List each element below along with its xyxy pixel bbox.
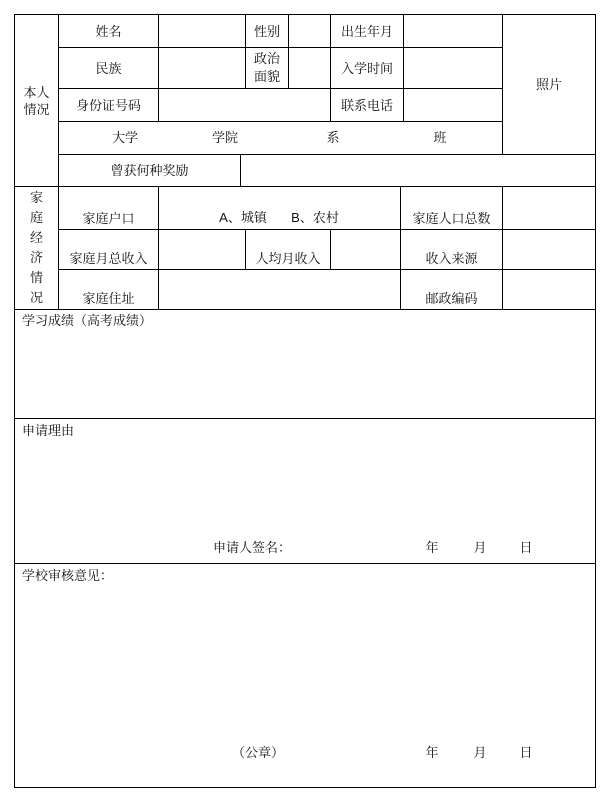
name-label-cell [58, 14, 159, 48]
enrollment-date-label-cell [330, 47, 404, 89]
id-number-field[interactable] [158, 88, 331, 122]
grades-section[interactable] [14, 309, 596, 419]
awards-label: 曾获何种奖励 [110, 163, 189, 178]
ethnicity-field[interactable] [158, 47, 246, 89]
awards-label-cell [58, 154, 241, 187]
birth-date-label-cell [330, 14, 404, 48]
college-label: 学院 [211, 130, 238, 145]
review-year-label: 年 [425, 745, 439, 760]
postcode-label: 邮政编码 [425, 291, 478, 306]
class-label: 班 [433, 130, 447, 145]
monthly-income-field[interactable] [158, 229, 246, 270]
per-capita-income-field[interactable] [330, 229, 401, 270]
address-field[interactable] [158, 269, 401, 310]
gender-label: 性别 [253, 23, 280, 39]
id-number-label: 身份证号码 [75, 97, 141, 113]
birth-date-label: 出生年月 [340, 23, 393, 39]
address-label: 家庭住址 [82, 291, 135, 306]
application-reason-section[interactable] [14, 418, 596, 564]
school-field-row[interactable] [58, 121, 503, 155]
household-size-label-cell [400, 186, 503, 230]
reason-year-label: 年 [425, 540, 439, 555]
hukou-label: 家庭户口 [82, 211, 135, 226]
gender-field[interactable] [288, 14, 331, 48]
household-size-field[interactable] [502, 186, 596, 230]
review-month-label: 月 [473, 745, 487, 760]
political-status-label: 政治面貌 [253, 51, 280, 84]
school-review-label: 学校审核意见： [22, 568, 114, 583]
postcode-field[interactable] [502, 269, 596, 310]
reason-month-label: 月 [473, 540, 487, 555]
enrollment-date-field[interactable] [403, 47, 503, 89]
reason-day-label: 日 [519, 540, 533, 555]
university-label: 大学 [111, 130, 138, 145]
income-source-label-cell [400, 229, 503, 270]
per-capita-income-label-cell [245, 229, 331, 270]
income-source-label: 收入来源 [425, 251, 478, 266]
grades-label: 学习成绩（高考成绩） [22, 313, 153, 328]
applicant-signature-label: 申请人签名： [213, 540, 292, 555]
family-section-label: 家庭经济情况 [29, 190, 43, 305]
personal-section-label-cell [14, 14, 59, 187]
photo-label: 照片 [535, 77, 562, 92]
enrollment-date-label: 入学时间 [340, 60, 393, 76]
review-day-label: 日 [519, 745, 533, 760]
official-seal-label: （公章） [232, 745, 285, 760]
application-reason-label: 申请理由 [22, 423, 75, 438]
political-status-label-cell [245, 47, 289, 89]
income-source-field[interactable] [502, 229, 596, 270]
personal-section-label: 本人情况 [23, 84, 50, 117]
per-capita-income-label: 人均月收入 [255, 251, 321, 266]
id-number-label-cell [58, 88, 159, 122]
name-field[interactable] [158, 14, 246, 48]
awards-field[interactable] [240, 154, 596, 187]
hukou-option-rural: B、农村 [291, 210, 339, 225]
department-label: 系 [326, 130, 340, 145]
family-section-label-cell [14, 186, 59, 310]
political-status-field[interactable] [288, 47, 331, 89]
name-label: 姓名 [95, 23, 122, 39]
phone-field[interactable] [403, 88, 503, 122]
phone-label: 联系电话 [340, 97, 393, 113]
school-review-section[interactable] [14, 563, 596, 788]
monthly-income-label: 家庭月总收入 [69, 251, 148, 266]
monthly-income-label-cell [58, 229, 159, 270]
household-size-label: 家庭人口总数 [412, 211, 491, 226]
ethnicity-label: 民族 [95, 60, 122, 76]
birth-date-field[interactable] [403, 14, 503, 48]
gender-label-cell [245, 14, 289, 48]
ethnicity-label-cell [58, 47, 159, 89]
hukou-field[interactable] [158, 186, 401, 230]
photo-cell [502, 14, 596, 155]
address-label-cell [58, 269, 159, 310]
hukou-label-cell [58, 186, 159, 230]
postcode-label-cell [400, 269, 503, 310]
hukou-option-urban: A、城镇 [219, 210, 267, 225]
phone-label-cell [330, 88, 404, 122]
